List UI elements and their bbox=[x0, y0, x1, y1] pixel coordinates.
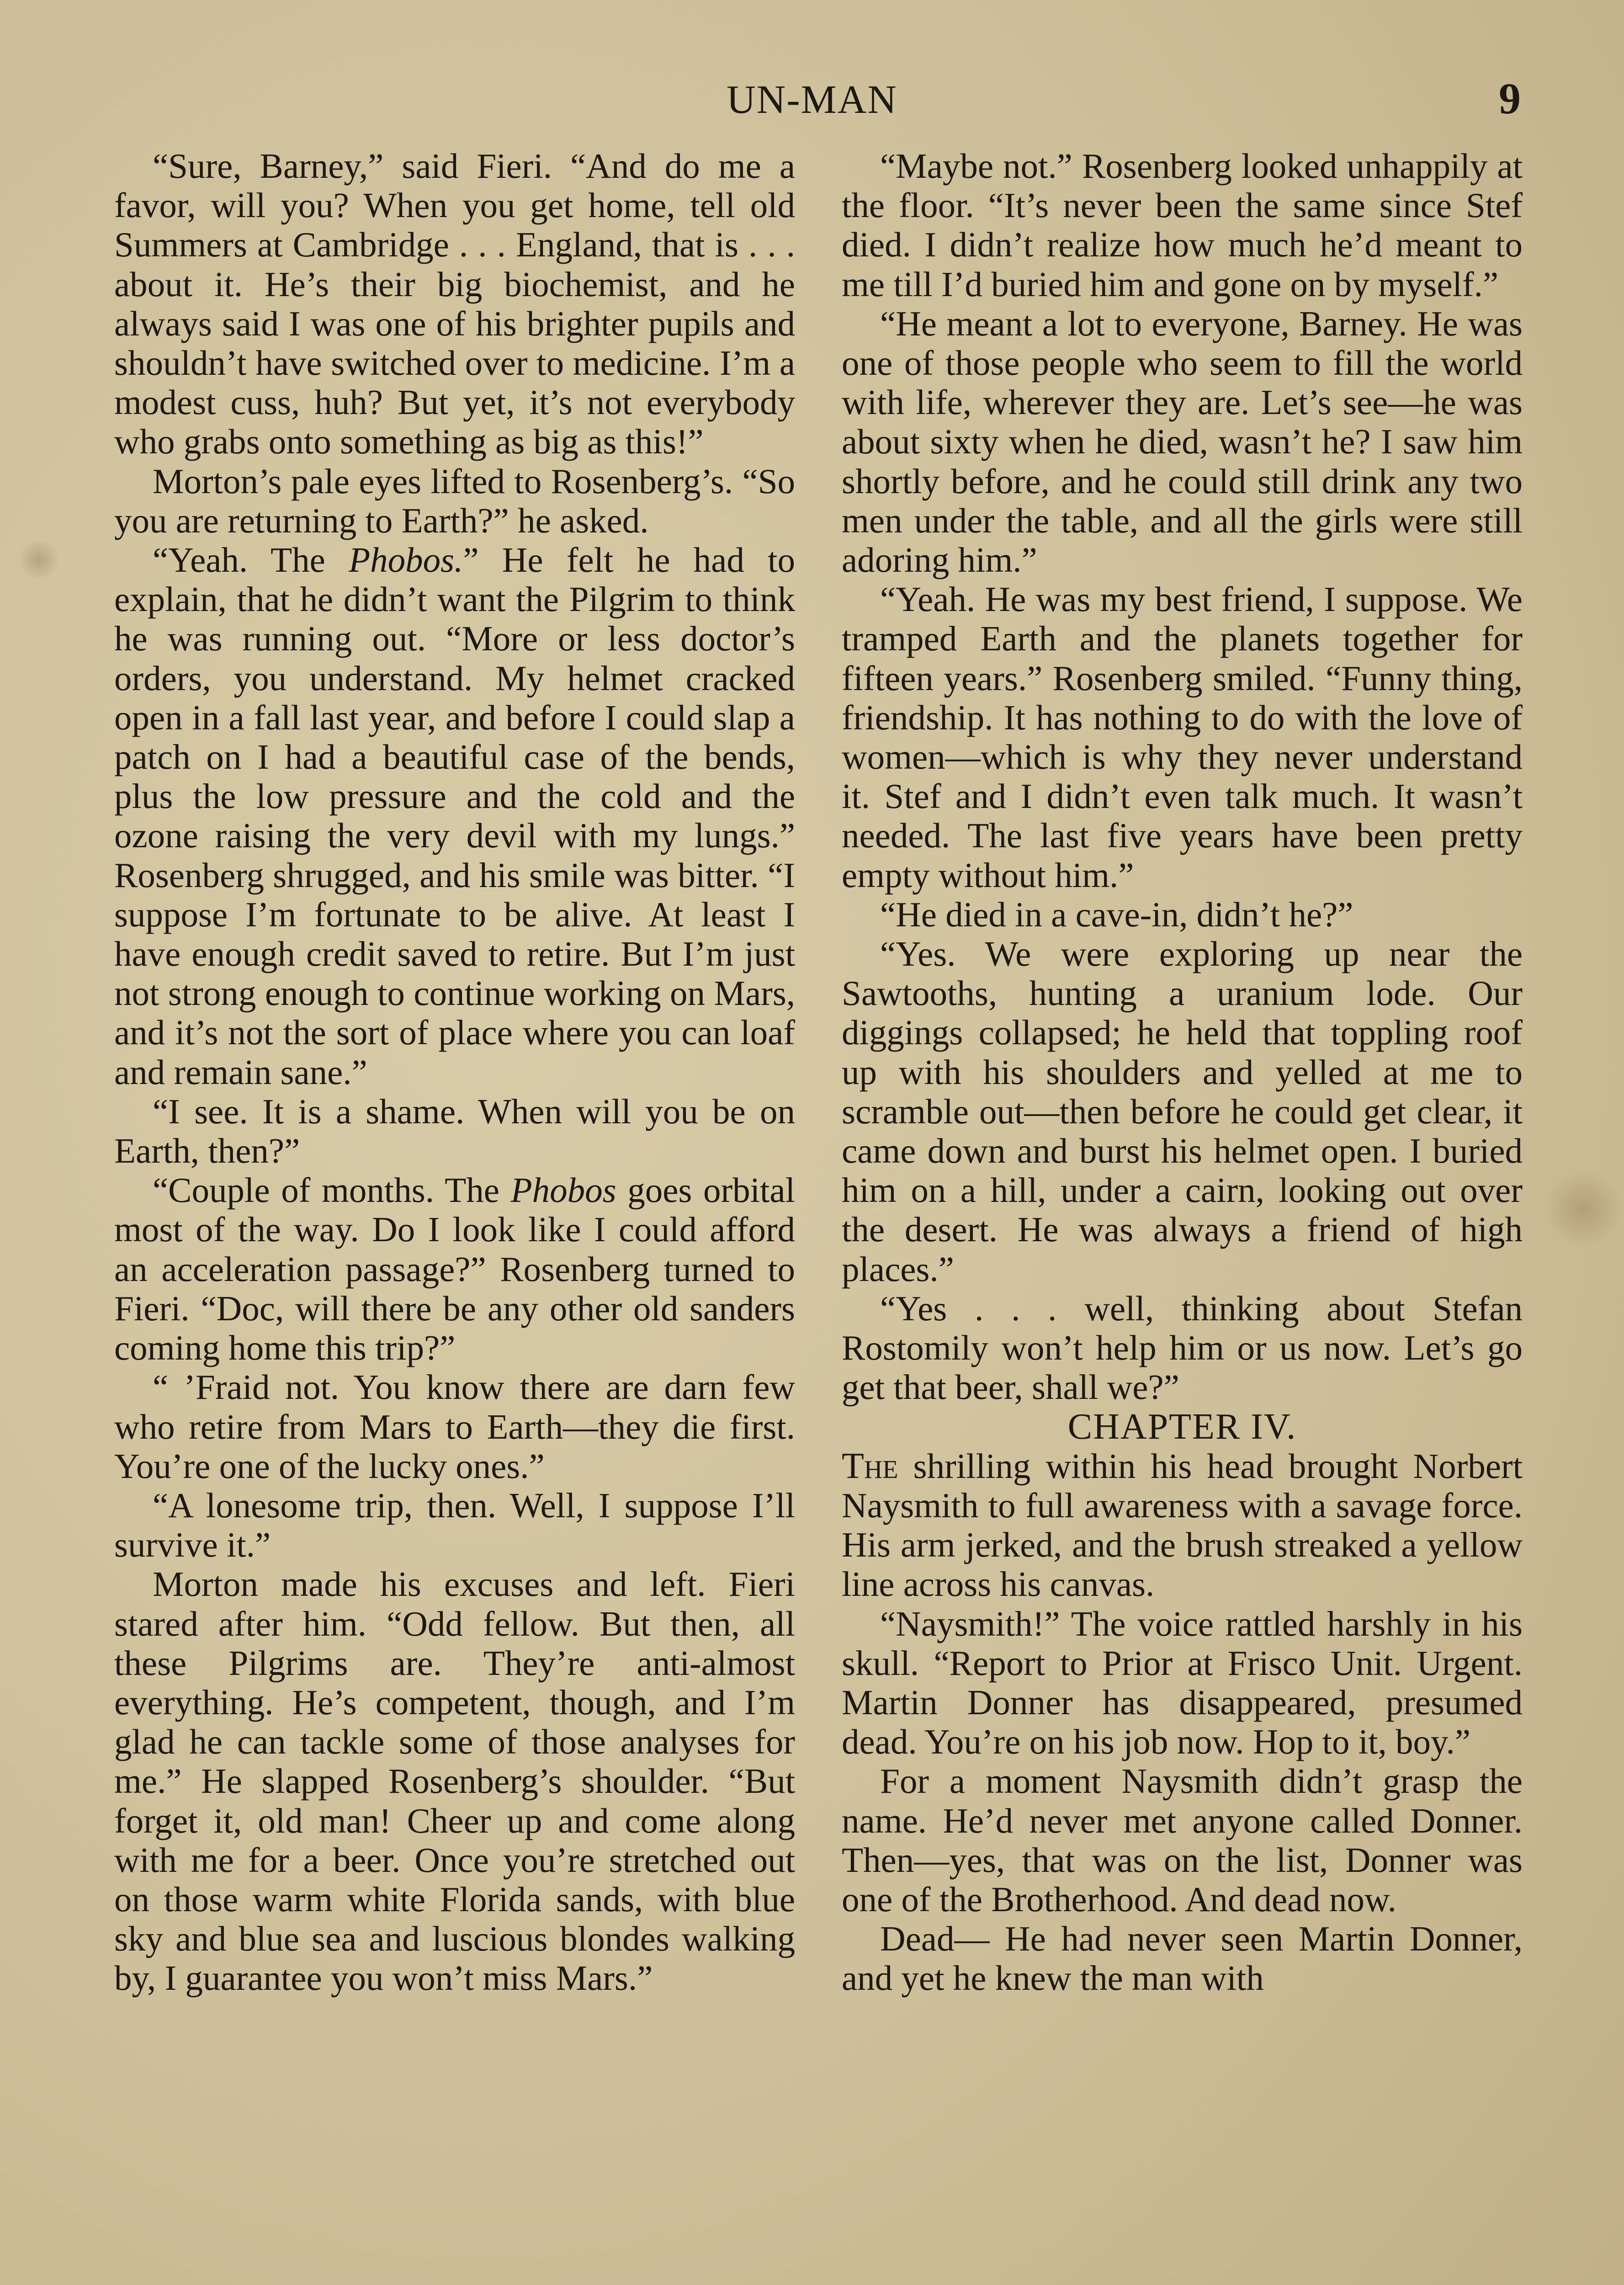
paragraph bbox=[114, 540, 795, 1092]
paragraph: “Yeah. He was my best friend, I suppose. We tramped Earth and the planets together for fifteen years.” Rosenberg smiled. “Funny thing, friendship. It has nothing to do with the love of women—which is why they never understand it. Stef and I didn’t even talk much. It wasn’t needed. The last five years have been pretty empty without him.” bbox=[842, 579, 1523, 895]
paragraph: “He died in a cave-in, didn’t he?” bbox=[880, 894, 1353, 934]
paper-stain bbox=[1544, 1170, 1622, 1248]
paragraph: “Maybe not.” Rosenberg looked unhappily at the floor. “It’s never been the same since Stef died. I didn’t realize how much he’d meant to me till I’d buried him and gone on by myself.” bbox=[842, 146, 1523, 304]
right-column bbox=[842, 146, 1523, 1998]
paragraph: “I see. It is a shame. When will you be on Earth, then?” bbox=[114, 1091, 795, 1171]
text-run: shrilling within his head brought Norbert Naysmith to full awareness with a savage force. His arm jerked, and the brush streaked a yellow line across his canvas. bbox=[842, 1446, 1523, 1604]
paragraph bbox=[114, 1170, 795, 1367]
running-title: UN-MAN bbox=[727, 78, 897, 122]
paragraph: “He meant a lot to everyone, Barney. He was one of those people who seem to fill the world with life, wherever they are. Let’s see—he was about sixty when he died, wasn’t he? I saw him shortly before, and he could still drink any two men under the table, and all the girls were still adoring him.” bbox=[842, 303, 1523, 580]
paragraph: “Sure, Barney,” said Fieri. “And do me a favor, will you? When you get home, tell old Summers at Cambridge . . . England, that is . . . about it. He’s their big biochemist, and he always said I was one of his brighter pupils and shouldn’t have switched over to medicine. I’m a modest cuss, huh? But yet, it’s not everybody who grabs onto something as big as this!” bbox=[114, 146, 795, 462]
paragraph: Morton made his excuses and left. Fieri stared after him. “Odd fellow. But then, all these Pilgrims are. They’re anti-almost everything. He’s competent, though, and I’m glad he can tackle some of those analyses for me.” He slapped Rosenberg’s shoulder. “But forget it, old man! Cheer up and come along with me for a beer. Once you’re stretched out on those warm white Florida sands, with blue sky and blue sea and luscious blondes walking by, I guarantee you won’t miss Mars.” bbox=[114, 1564, 795, 1998]
text-run: “Yeah. The bbox=[153, 540, 349, 580]
chapter-heading: CHAPTER IV. bbox=[1067, 1406, 1297, 1447]
paragraph: “ ’Fraid not. You know there are darn few who retire from Mars to Earth—they die first. You’re one of the lucky ones.” bbox=[114, 1367, 795, 1486]
paragraph: Morton’s pale eyes lifted to Rosenberg’s. “So you are returning to Earth?” he asked. bbox=[114, 461, 795, 540]
paragraph: Dead— He had never seen Martin Donner, and yet he knew the man with bbox=[842, 1919, 1523, 1998]
paragraph: “Naysmith!” The voice rattled harshly in his skull. “Report to Prior at Frisco Unit. Urgent. Martin Donner has disappeared, presumed dead. You’re on his job now. Hop to it, boy.” bbox=[842, 1604, 1523, 1762]
paragraph: “A lonesome trip, then. Well, I suppose I’ll survive it.” bbox=[114, 1485, 795, 1565]
text-run: “Couple of months. The bbox=[153, 1170, 511, 1210]
paragraph bbox=[842, 1446, 1523, 1604]
text-run: goes orbital most of the way. Do I look like I could afford an acceleration passage?” Rosenberg turned to Fieri. “Doc, will there be any other old sanders coming home this trip?” bbox=[114, 1170, 795, 1368]
ship-name: Phobos. bbox=[349, 540, 463, 580]
ship-name: Phobos bbox=[510, 1170, 616, 1210]
page-number: 9 bbox=[1499, 74, 1521, 123]
paragraph: “Yes. We were exploring up near the Sawtooths, hunting a uranium lode. Our diggings collapsed; he held that toppling roof up with his shoulders and yelled at me to scramble out—then before he could get clear, it came down and burst his helmet open. I buried him on a hill, under a cairn, looking out over the desert. He was always a friend of high places.” bbox=[842, 934, 1523, 1289]
left-column bbox=[114, 146, 795, 1998]
text-run: ” He felt he had to explain, that he didn’t want the Pilgrim to think he was running out. “More or less doctor’s orders, you understand. My helmet cracked open in a fall last year, and before I could slap a patch on I had a beautiful case of the bends, plus the low pressure and the cold and the ozone raising the very devil with my lungs.” Rosenberg shrugged, and his smile was bitter. “I suppose I’m fortunate to be alive. At least I have enough credit saved to retire. But I’m just not strong enough to continue working on Mars, and it’s not the sort of place where you can loaf and remain sane.” bbox=[114, 540, 796, 1092]
paragraph: For a moment Naysmith didn’t grasp the name. He’d never met anyone called Donner. Then—yes, that was on the list, Donner was one of the Brotherhood. And dead now. bbox=[842, 1761, 1523, 1919]
paragraph: “Yes . . . well, thinking about Stefan Rostomily won’t help him or us now. Let’s go get that beer, shall we?” bbox=[842, 1288, 1523, 1407]
paper-stain bbox=[18, 539, 59, 580]
small-caps-opening: The bbox=[842, 1445, 898, 1486]
